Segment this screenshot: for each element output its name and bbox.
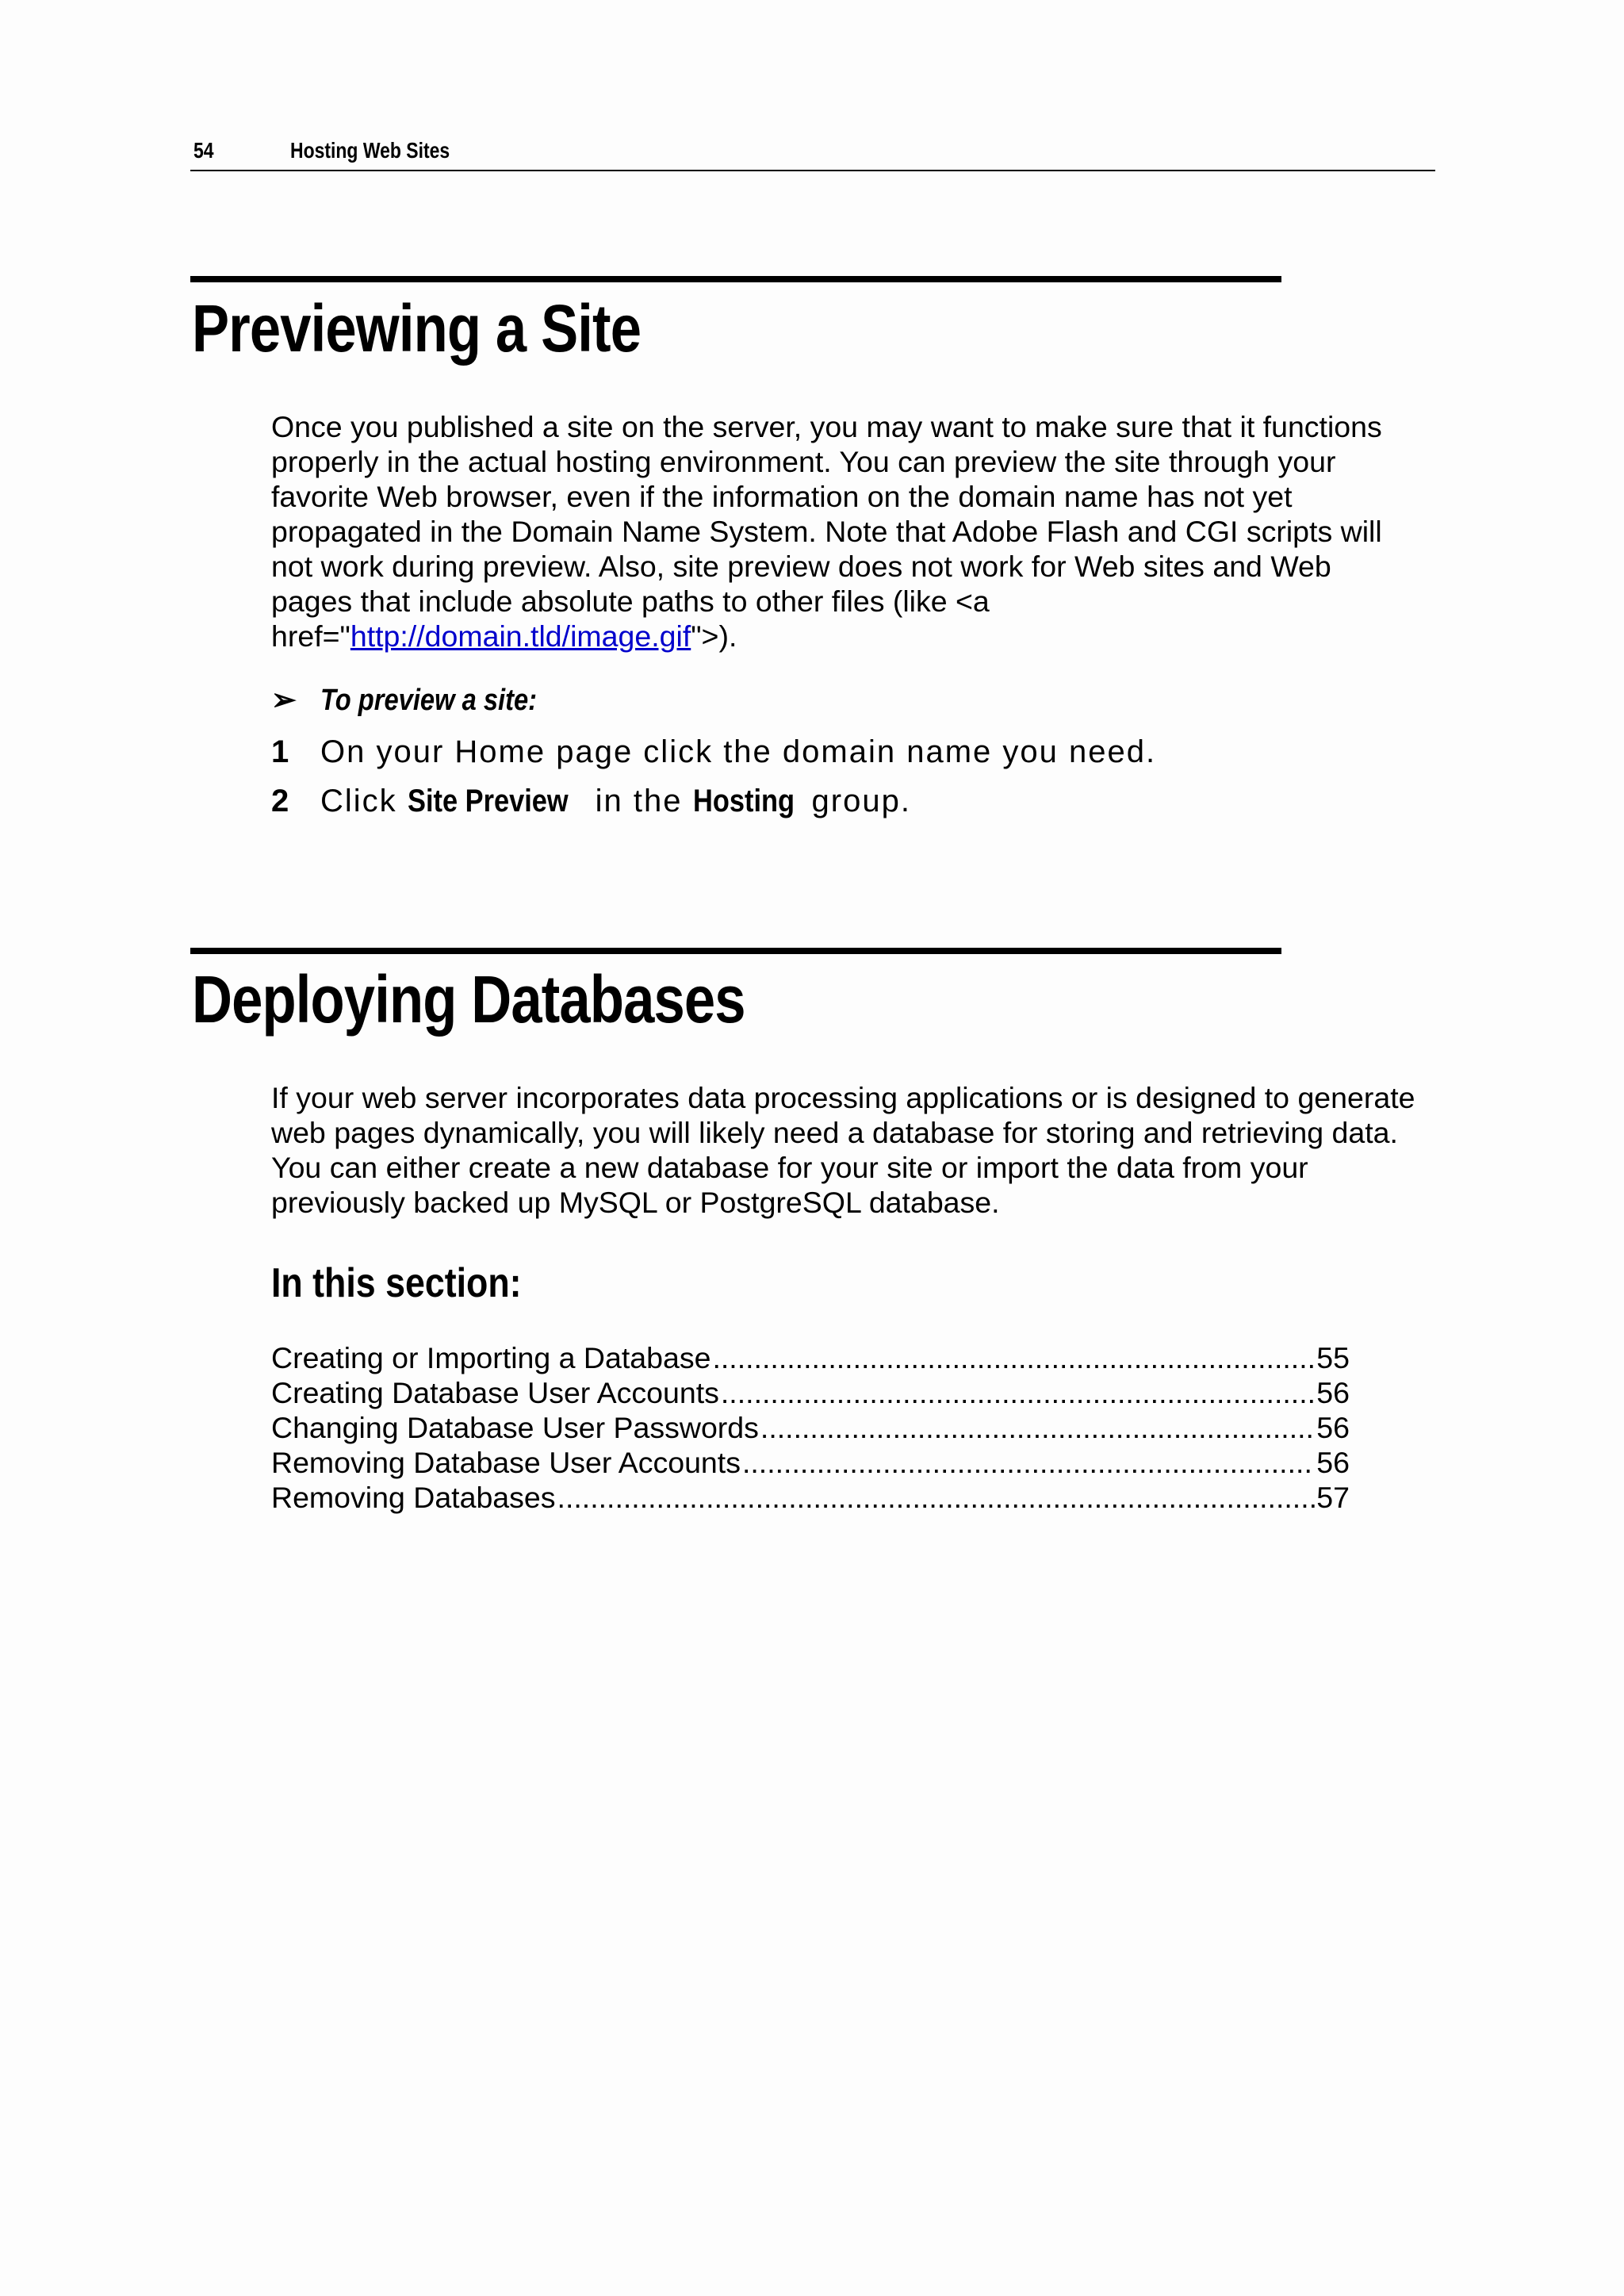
procedure-title: To preview a site: — [320, 684, 538, 717]
paragraph-line: If your web server incorporates data processing applications or is designed to generate — [271, 1081, 1415, 1114]
toc-entry-title[interactable]: Removing Database User Accounts — [271, 1446, 741, 1479]
procedure-heading — [271, 682, 572, 718]
toc-entry-title[interactable]: Creating or Importing a Database — [271, 1341, 711, 1374]
toc-entry[interactable] — [271, 1375, 1350, 1410]
ui-term-site-preview: Site Preview — [407, 784, 569, 818]
section-title-deploying: Deploying Databases — [192, 962, 745, 1037]
paragraph-line: pages that include absolute paths to other files (like <a — [271, 585, 990, 618]
link-prefix: href=" — [271, 619, 350, 653]
section-title-previewing: Previewing a Site — [192, 291, 642, 366]
toc-entry-title[interactable]: Removing Databases — [271, 1481, 556, 1514]
toc-leader — [557, 1480, 1316, 1515]
paragraph-line-with-link — [271, 619, 1437, 654]
step-text-mid: in the — [584, 784, 693, 818]
procedure-step-2 — [271, 784, 911, 819]
deploying-paragraph — [271, 1080, 1437, 1220]
toc-entry-title[interactable]: Creating Database User Accounts — [271, 1376, 719, 1409]
paragraph-line: web pages dynamically, you will likely need a database for storing and retrieving data. — [271, 1116, 1398, 1149]
paragraph-line: propagated in the Domain Name System. Note that Adobe Flash and CGI scripts will — [271, 515, 1382, 548]
toc-entry-page[interactable]: 56 — [1316, 1411, 1350, 1444]
step-text: On your Home page click the domain name you need. — [320, 734, 1157, 769]
toc-leader — [742, 1445, 1315, 1480]
toc-leader — [712, 1340, 1315, 1375]
page-number: 54 — [193, 138, 214, 163]
paragraph-line: Once you published a site on the server, you may want to make sure that it functions — [271, 410, 1382, 443]
page-header — [190, 135, 1435, 171]
chapter-title: Hosting Web Sites — [290, 138, 450, 163]
toc-entry-title[interactable]: Changing Database User Passwords — [271, 1411, 759, 1444]
toc-entry[interactable] — [271, 1340, 1350, 1375]
toc-entry[interactable] — [271, 1480, 1350, 1515]
toc-entry-page[interactable]: 56 — [1316, 1446, 1350, 1479]
ui-term-hosting: Hosting — [692, 784, 795, 818]
toc-entry[interactable] — [271, 1410, 1350, 1445]
toc-leader — [721, 1375, 1315, 1410]
section-rule — [190, 276, 1281, 282]
step-number: 2 — [271, 784, 289, 818]
paragraph-line: favorite Web browser, even if the information on the domain name has not yet — [271, 480, 1293, 513]
toc-entry-page[interactable]: 55 — [1316, 1341, 1350, 1374]
link-suffix: ">). — [691, 619, 737, 653]
subsection-title: In this section: — [271, 1260, 522, 1306]
toc-leader — [760, 1410, 1315, 1445]
toc-entry[interactable] — [271, 1445, 1350, 1480]
step-number: 1 — [271, 734, 289, 769]
previewing-paragraph — [271, 409, 1437, 654]
example-image-link[interactable]: http://domain.tld/image.gif — [350, 619, 691, 653]
section-toc — [271, 1340, 1350, 1515]
procedure-step-1 — [271, 734, 1156, 770]
toc-entry-page[interactable]: 56 — [1316, 1376, 1350, 1409]
step-text-pre: Click — [320, 784, 408, 818]
paragraph-line: properly in the actual hosting environment. You can preview the site through your — [271, 445, 1336, 478]
section-rule — [190, 948, 1281, 954]
procedure-arrow-icon: ➢ — [271, 684, 297, 717]
paragraph-line: previously backed up MySQL or PostgreSQL database. — [271, 1186, 1000, 1219]
toc-entry-page[interactable]: 57 — [1316, 1481, 1350, 1514]
step-text-post: group. — [801, 784, 911, 818]
paragraph-line: not work during preview. Also, site preview does not work for Web sites and Web — [271, 550, 1331, 583]
paragraph-line: You can either create a new database for your site or import the data from your — [271, 1151, 1308, 1184]
